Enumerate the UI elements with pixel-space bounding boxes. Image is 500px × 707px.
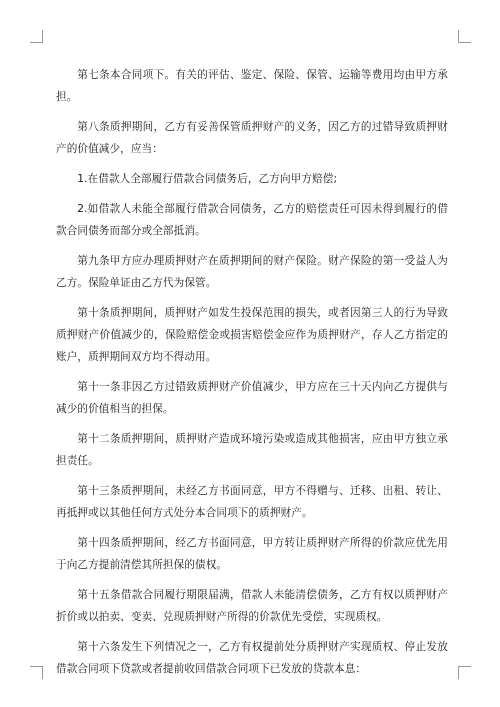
article-11-paragraph: 第十一条非因乙方过错致质押财产价值减少，甲方应在三十天内向乙方提供与减少的价值相当的担保。 (56, 381, 448, 415)
crop-mark-bottom-left (30, 666, 43, 679)
article-8-item-1: 1.在借款人全部履行借款合同债务后，乙方向甲方赔偿; (77, 173, 338, 185)
article-10-paragraph: 第十条质押期间，质押财产如发生投保范围的损失，或者因第三人的行为导致质押财产价值减少的，保险赔偿金或损害赔偿金应作为质押财产，存人乙方指定的账户，质押期间双方均不得动用。 (56, 307, 448, 363)
article-15-paragraph: 第十五条借款合同履行期限届满，借款人未能清偿债务，乙方有权以质押财产折价或以拍卖、变卖、兑现质押财产所得的价款优先受偿，实现质权。 (56, 589, 448, 623)
article-13-paragraph: 第十三条质押期间，未经乙方书面同意，甲方不得赠与、迁移、出租、转让、再抵押或以其他任何方式处分本合同项下的质押财产。 (56, 485, 448, 519)
article-16-paragraph: 第十六条发生下列情况之一，乙方有权提前处分质押财产实现质权、停止发放借款合同项下贷款或者提前收回借款合同项下已发放的贷款本息： (56, 641, 448, 675)
article-8-item-2: 2.如借款人未能全部履行借款合同债务，乙方的赔偿责任可因未得到履行的借款合同债务而部分或全部抵消。 (56, 203, 448, 237)
document-body (56, 64, 448, 688)
article-9-paragraph: 第九条甲方应办理质押财产在质押期间的财产保险。财产保险的第一受益人为乙方。保险单证由乙方代为保管。 (56, 255, 448, 289)
article-14-paragraph: 第十四条质押期间，经乙方书面同意，甲方转让质押财产所得的价款应优先用于向乙方提前清偿其所担保的债权。 (56, 537, 448, 571)
article-8-paragraph: 第八条质押期间，乙方有妥善保管质押财产的义务，因乙方的过错导致质押财产的价值减少，应当： (56, 121, 448, 155)
crop-mark-top-right (458, 30, 471, 43)
crop-mark-top-left (30, 30, 43, 43)
article-7-paragraph: 第七条本合同项下。有关的评估、鉴定、保险、保管、运输等费用均由甲方承担。 (56, 69, 448, 103)
article-12-paragraph: 第十二条质押期间，质押财产造成环境污染或造成其他损害，应由甲方独立承担责任。 (56, 433, 448, 467)
crop-mark-bottom-right (458, 666, 471, 679)
